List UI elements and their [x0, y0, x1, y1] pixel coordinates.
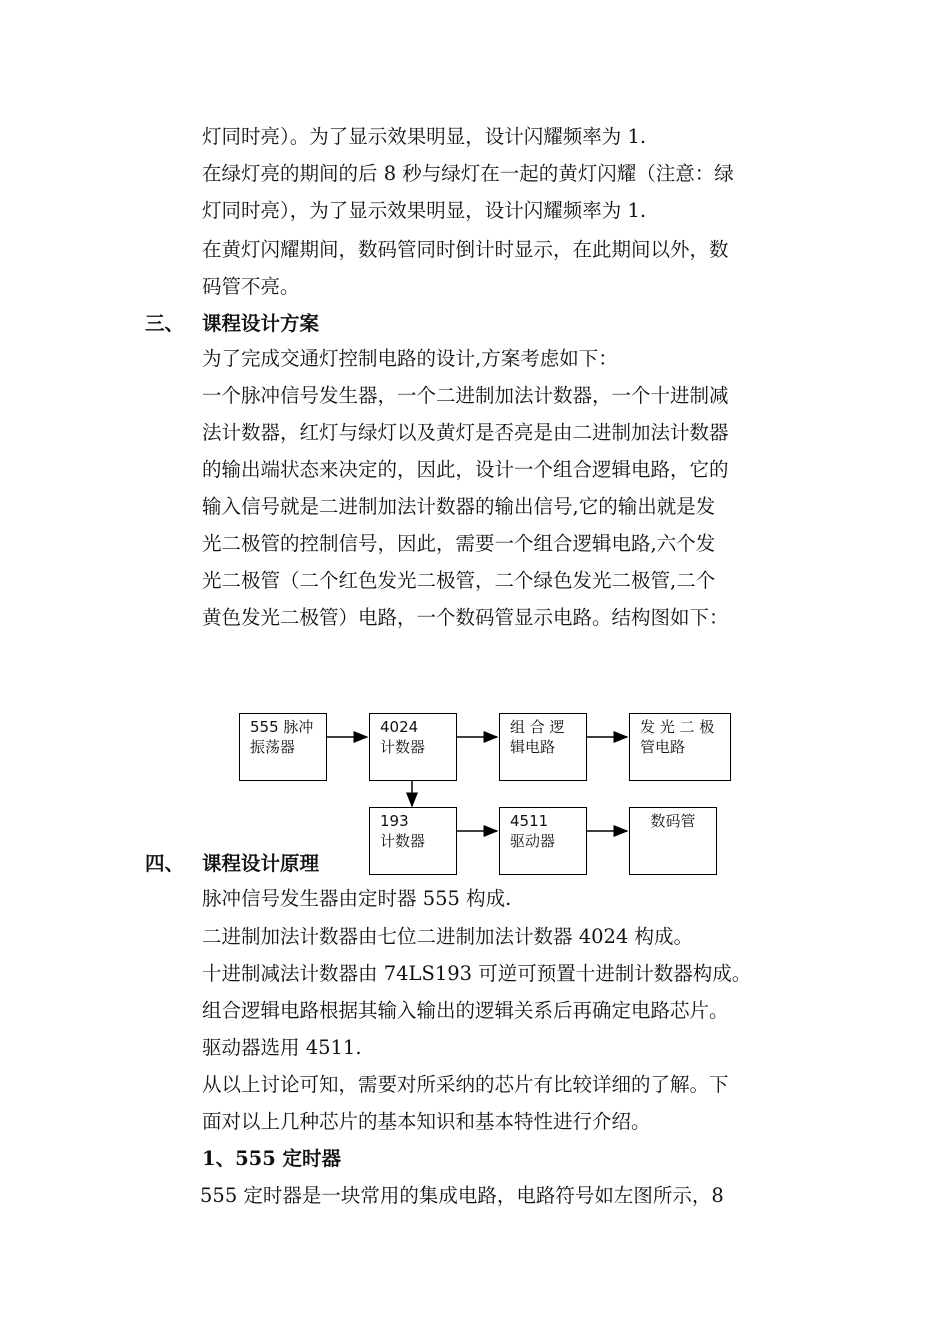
- paragraph-line: 面对以上几种芯片的基本知识和基本特性进行介绍。: [202, 1110, 651, 1133]
- paragraph-line: 二进制加法计数器由七位二进制加法计数器 4024 构成。: [202, 925, 694, 948]
- section-3-number: 三、: [145, 312, 185, 335]
- paragraph-line: 光二极管（二个红色发光二极管，二个绿色发光二极管,二个: [202, 569, 716, 592]
- subsection-1-title: 1、555 定时器: [202, 1147, 342, 1170]
- paragraph-line: 码管不亮。: [202, 275, 300, 298]
- section-3-title: 课程设计方案: [202, 312, 320, 335]
- box-display: 数码管: [629, 807, 717, 875]
- paragraph-line: 输入信号就是二进制加法计数器的输出信号,它的输出就是发: [202, 495, 716, 518]
- box-4511-driver: 4511 驱动器: [499, 807, 587, 875]
- paragraph-line: 光二极管的控制信号，因此，需要一个组合逻辑电路,六个发: [202, 532, 716, 555]
- paragraph-line: 灯同时亮），为了显示效果明显，设计闪耀频率为 1.: [202, 199, 647, 222]
- paragraph-line: 灯同时亮）。为了显示效果明显，设计闪耀频率为 1.: [202, 125, 647, 148]
- paragraph-line: 555 定时器是一块常用的集成电路，电路符号如左图所示，8: [200, 1184, 724, 1207]
- paragraph-line: 驱动器选用 4511.: [202, 1036, 362, 1059]
- paragraph-line: 一个脉冲信号发生器，一个二进制加法计数器，一个十进制减: [202, 384, 729, 407]
- paragraph-line: 组合逻辑电路根据其输入输出的逻辑关系后再确定电路芯片。: [202, 999, 729, 1022]
- paragraph-line: 在黄灯闪耀期间，数码管同时倒计时显示，在此期间以外，数: [202, 238, 729, 261]
- section-4-number: 四、: [145, 852, 185, 875]
- box-193-counter: 193 计数器: [369, 807, 457, 875]
- box-led-circuit: 发 光 二 极 管电路: [629, 713, 731, 781]
- paragraph-line: 在绿灯亮的期间的后 8 秒与绿灯在一起的黄灯闪耀（注意：绿: [202, 162, 734, 185]
- paragraph-line: 脉冲信号发生器由定时器 555 构成.: [202, 887, 512, 910]
- paragraph-line: 为了完成交通灯控制电路的设计,方案考虑如下：: [202, 347, 618, 370]
- box-555-oscillator: 555 脉冲 振荡器: [239, 713, 327, 781]
- box-logic-circuit: 组 合 逻 辑电路: [499, 713, 587, 781]
- section-4-title: 课程设计原理: [202, 852, 320, 875]
- paragraph-line: 黄色发光二极管）电路，一个数码管显示电路。结构图如下：: [202, 606, 729, 629]
- paragraph-line: 从以上讨论可知，需要对所采纳的芯片有比较详细的了解。下: [202, 1073, 729, 1096]
- paragraph-line: 法计数器，红灯与绿灯以及黄灯是否亮是由二进制加法计数器: [202, 421, 729, 444]
- paragraph-line: 的输出端状态来决定的，因此，设计一个组合逻辑电路，它的: [202, 458, 729, 481]
- paragraph-line: 十进制减法计数器由 74LS193 可逆可预置十进制计数器构成。: [202, 962, 752, 985]
- box-4024-counter: 4024 计数器: [369, 713, 457, 781]
